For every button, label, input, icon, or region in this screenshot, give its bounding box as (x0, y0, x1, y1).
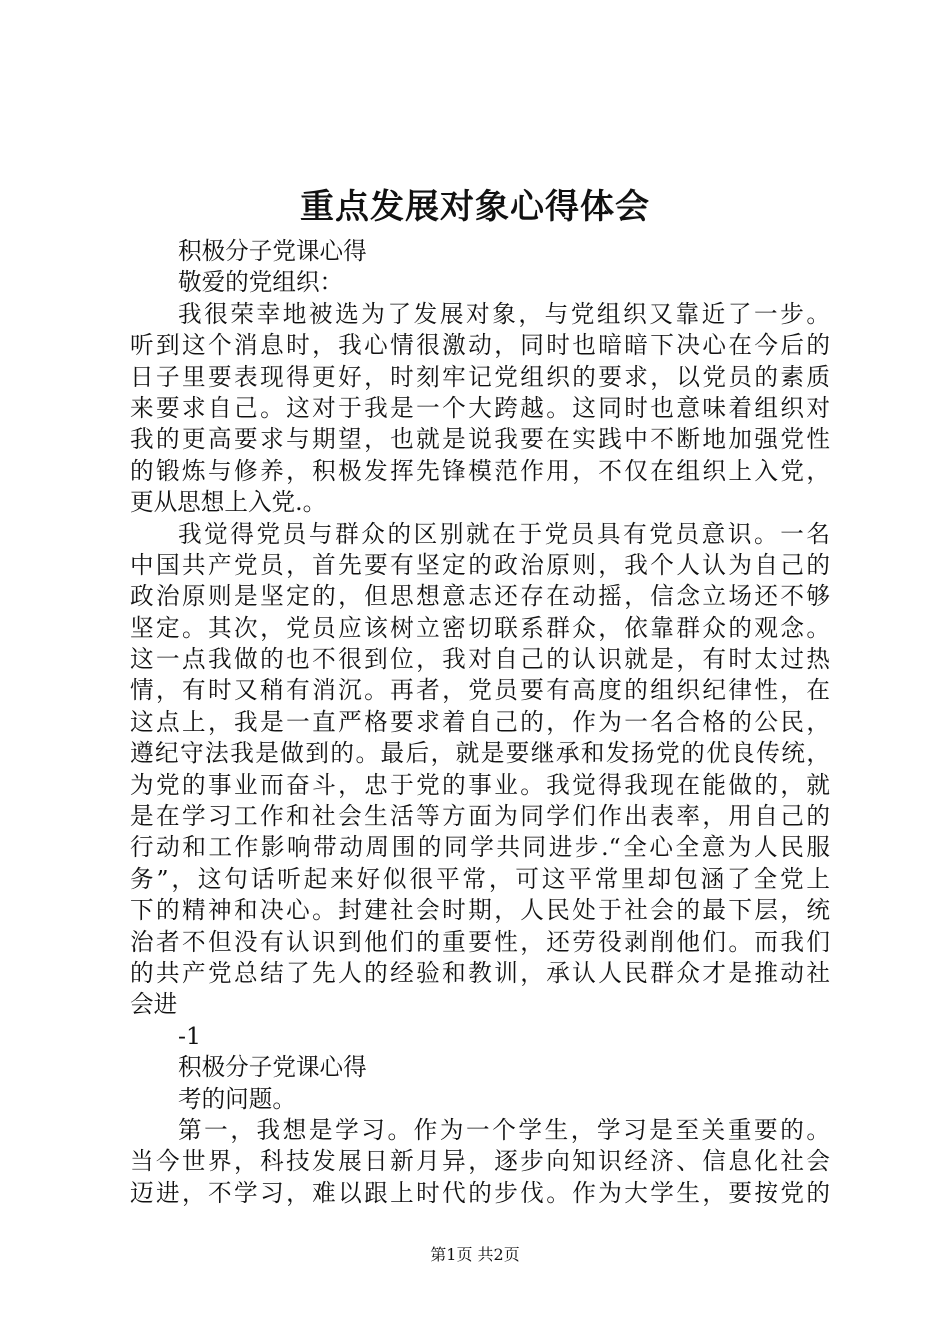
text-line: 政治原则是坚定的，但思想意志还存在动摇，信念立场还不够 (130, 582, 830, 611)
text-line: 下的精神和决心。封建社会时期，人民处于社会的最下层，统 (130, 896, 830, 925)
text-line: 为党的事业而奋斗，忠于党的事业。我觉得我现在能做的，就 (130, 770, 830, 799)
text-line: 积极分子党课心得 (178, 237, 367, 265)
text-line: 这点上，我是一直严格要求着自己的，作为一名合格的公民， (130, 707, 830, 736)
text-line: 务”，这句话听起来好似很平常，可这平常里却包涵了全党上 (130, 864, 830, 893)
document-title: 重点发展对象心得体会 (300, 187, 650, 227)
text-line: 我觉得党员与群众的区别就在于党员具有党员意识。一名 (178, 519, 830, 548)
text-line: 这一点我做的也不很到位，我对自己的认识就是，有时太过热 (130, 645, 830, 674)
text-line: 迈进，不学习，难以跟上时代的步伐。作为大学生，要按党的 (130, 1178, 830, 1207)
text-line: 来要求自己。这对于我是一个大跨越。这同时也意味着组织对 (130, 393, 830, 422)
text-line: 中国共产党员，首先要有坚定的政治原则，我个人认为自己的 (130, 550, 830, 579)
text-line: 坚定。其次，党员应该树立密切联系群众，依靠群众的观念。 (130, 613, 830, 642)
text-line: 积极分子党课心得 (178, 1053, 367, 1082)
text-line: 日子里要表现得更好，时刻牢记党组织的要求，以党员的素质 (130, 362, 830, 391)
text-line: 更从思想上入党.。 (130, 488, 327, 517)
text-line: 是在学习工作和社会生活等方面为同学们作出表率，用自己的 (130, 802, 830, 831)
text-line: 考的问题。 (178, 1084, 296, 1113)
page-footer: 第1页 共2页 (430, 1245, 520, 1264)
text-line: 我的更高要求与期望，也就是说我要在实践中不断地加强党性 (130, 425, 830, 454)
text-line: 我很荣幸地被选为了发展对象，与党组织又靠近了一步。 (178, 299, 830, 328)
text-line: 第一，我想是学习。作为一个学生，学习是至关重要的。 (178, 1115, 830, 1144)
text-line: 治者不但没有认识到他们的重要性，还劳役剥削他们。而我们 (130, 927, 830, 956)
text-line: 会进 (130, 990, 178, 1019)
text-line: 的锻炼与修养，积极发挥先锋模范作用，不仅在组织上入党， (130, 456, 830, 485)
text-line: 听到这个消息时，我心情很激动，同时也暗暗下决心在今后的 (130, 331, 830, 360)
text-line: 当今世界，科技发展日新月异，逐步向知识经济、信息化社会 (130, 1147, 830, 1176)
document-body (130, 236, 830, 1209)
text-line: 行动和工作影响带动周围的同学共同进步.“全心全意为人民服 (130, 833, 830, 862)
text-line: 情，有时又稍有消沉。再者，党员要有高度的组织纪律性，在 (130, 676, 830, 705)
text-line: 敬爱的党组织： (178, 268, 344, 297)
text-line: -1 (178, 1021, 201, 1050)
text-line: 遵纪守法我是做到的。最后，就是要继承和发扬党的优良传统， (130, 739, 830, 768)
text-line: 的共产党总结了先人的经验和教训，承认人民群众才是推动社 (130, 958, 830, 987)
